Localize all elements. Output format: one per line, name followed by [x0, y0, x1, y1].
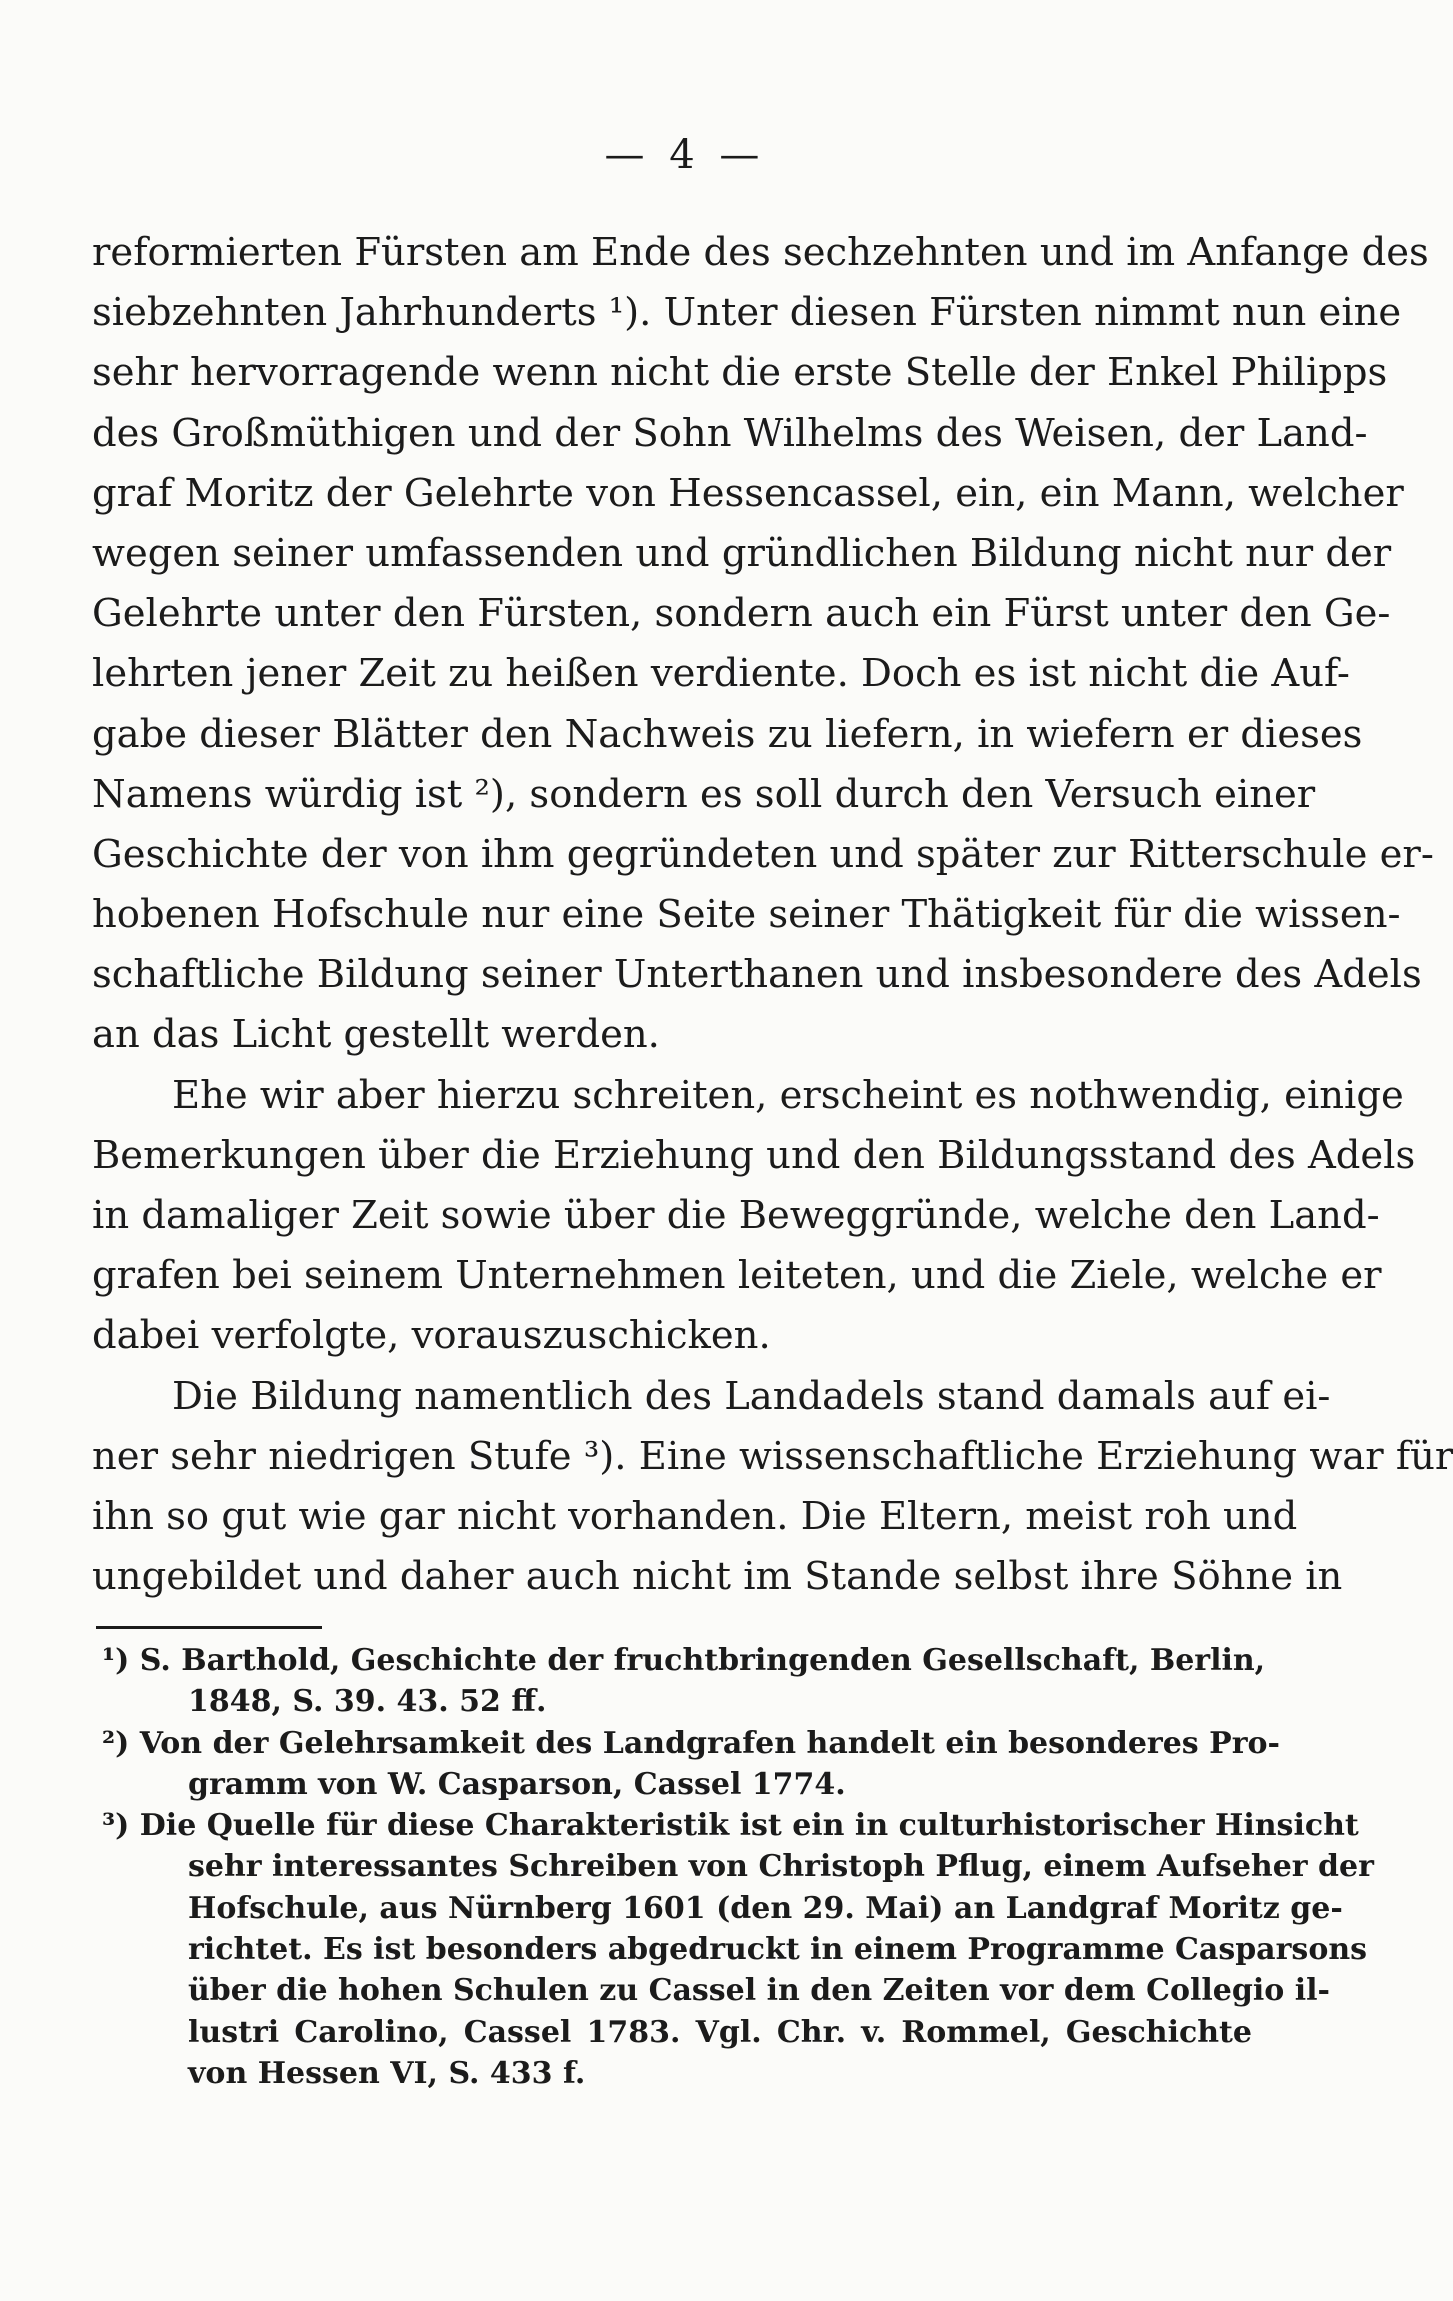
text-line: graf Moritz der Gelehrte von Hessencassel, ein, ein Mann, welcher: [92, 470, 1404, 516]
text-line: Geschichte der von ihm gegründeten und später zur Ritterschule er-: [92, 831, 1434, 877]
text-line: reformierten Fürsten am Ende des sechzehnten und im Anfange des: [92, 230, 1429, 275]
footnote-line: gramm von W. Casparson, Cassel 1774.: [188, 1766, 846, 1802]
footnote-divider: [96, 1626, 322, 1629]
text-line: schaftliche Bildung seiner Unterthanen und insbesondere des Adels: [92, 952, 1422, 998]
text-line: an das Licht gestellt werden.: [92, 1012, 660, 1058]
text-line: ihn so gut wie gar nicht vorhanden. Die Eltern, meist roh und: [92, 1493, 1298, 1539]
text-line: Namens würdig ist ²), sondern es soll durch den Versuch einer: [92, 771, 1316, 817]
text-line: in damaliger Zeit sowie über die Beweggründe, welche den Land-: [92, 1193, 1380, 1238]
text-line: ner sehr niedrigen Stufe ³). Eine wissenschaftliche Erziehung war für: [92, 1433, 1453, 1479]
footnote-line: ²) Von der Gelehrsamkeit des Landgrafen handelt ein besonderes Pro-: [102, 1725, 1280, 1761]
footnotes: [102, 1640, 1374, 2094]
text-line: des Großmüthigen und der Sohn Wilhelms des Weisen, der Land-: [92, 410, 1368, 456]
text-line: wegen seiner umfassenden und gründlichen Bildung nicht nur der: [92, 530, 1392, 576]
text-line: Gelehrte unter den Fürsten, sondern auch ein Fürst unter den Ge-: [92, 591, 1391, 637]
footnote-line: lustri Carolino, Cassel 1783. Vgl. Chr. v. Rommel, Geschichte: [188, 2014, 1252, 2050]
text-line: Bemerkungen über die Erziehung und den Bildungsstand des Adels: [92, 1132, 1416, 1178]
footnote-line: Hofschule, aus Nürnberg 1601 (den 29. Mai) an Landgraf Moritz ge-: [188, 1890, 1343, 1926]
footnote-line: ¹) S. Barthold, Geschichte der fruchtbringenden Gesellschaft, Berlin,: [102, 1643, 1266, 1678]
footnote-line: sehr interessantes Schreiben von Christoph Pflug, einem Aufseher der: [188, 1849, 1374, 1885]
footnote-line: 1848, S. 39. 43. 52 ff.: [188, 1684, 547, 1720]
text-line: gabe dieser Blätter den Nachweis zu liefern, in wiefern er dieses: [92, 711, 1363, 757]
page-number: — 4 —: [604, 132, 766, 178]
footnote-line: von Hessen VI, S. 433 f.: [188, 2055, 586, 2091]
text-line: sehr hervorragende wenn nicht die erste Stelle der Enkel Philipps: [92, 350, 1388, 396]
text-line: siebzehnten Jahrhunderts ¹). Unter diesen Fürsten nimmt nun eine: [92, 290, 1402, 336]
text-line: dabei verfolgte, vorauszuschicken.: [92, 1313, 771, 1359]
footnote-line: über die hohen Schulen zu Cassel in den Zeiten vor dem Collegio il-: [188, 1973, 1330, 2009]
footnote-line: ³) Die Quelle für diese Charakteristik ist ein in culturhistorischer Hinsicht: [102, 1808, 1359, 1844]
text-line: Die Bildung namentlich des Landadels stand damals auf ei-: [172, 1373, 1331, 1419]
text-line: lehrten jener Zeit zu heißen verdiente. Doch es ist nicht die Auf-: [92, 651, 1350, 697]
text-line: grafen bei seinem Unternehmen leiteten, und die Ziele, welche er: [92, 1253, 1382, 1299]
text-line: Ehe wir aber hierzu schreiten, erscheint es nothwendig, einige: [172, 1072, 1404, 1118]
footnote-line: richtet. Es ist besonders abgedruckt in einem Programme Casparsons: [188, 1932, 1368, 1968]
text-line: hobenen Hofschule nur eine Seite seiner Thätigkeit für die wissen-: [92, 892, 1401, 938]
body-text: [92, 223, 1453, 1607]
text-line: ungebildet und daher auch nicht im Stande selbst ihre Söhne in: [92, 1554, 1343, 1600]
